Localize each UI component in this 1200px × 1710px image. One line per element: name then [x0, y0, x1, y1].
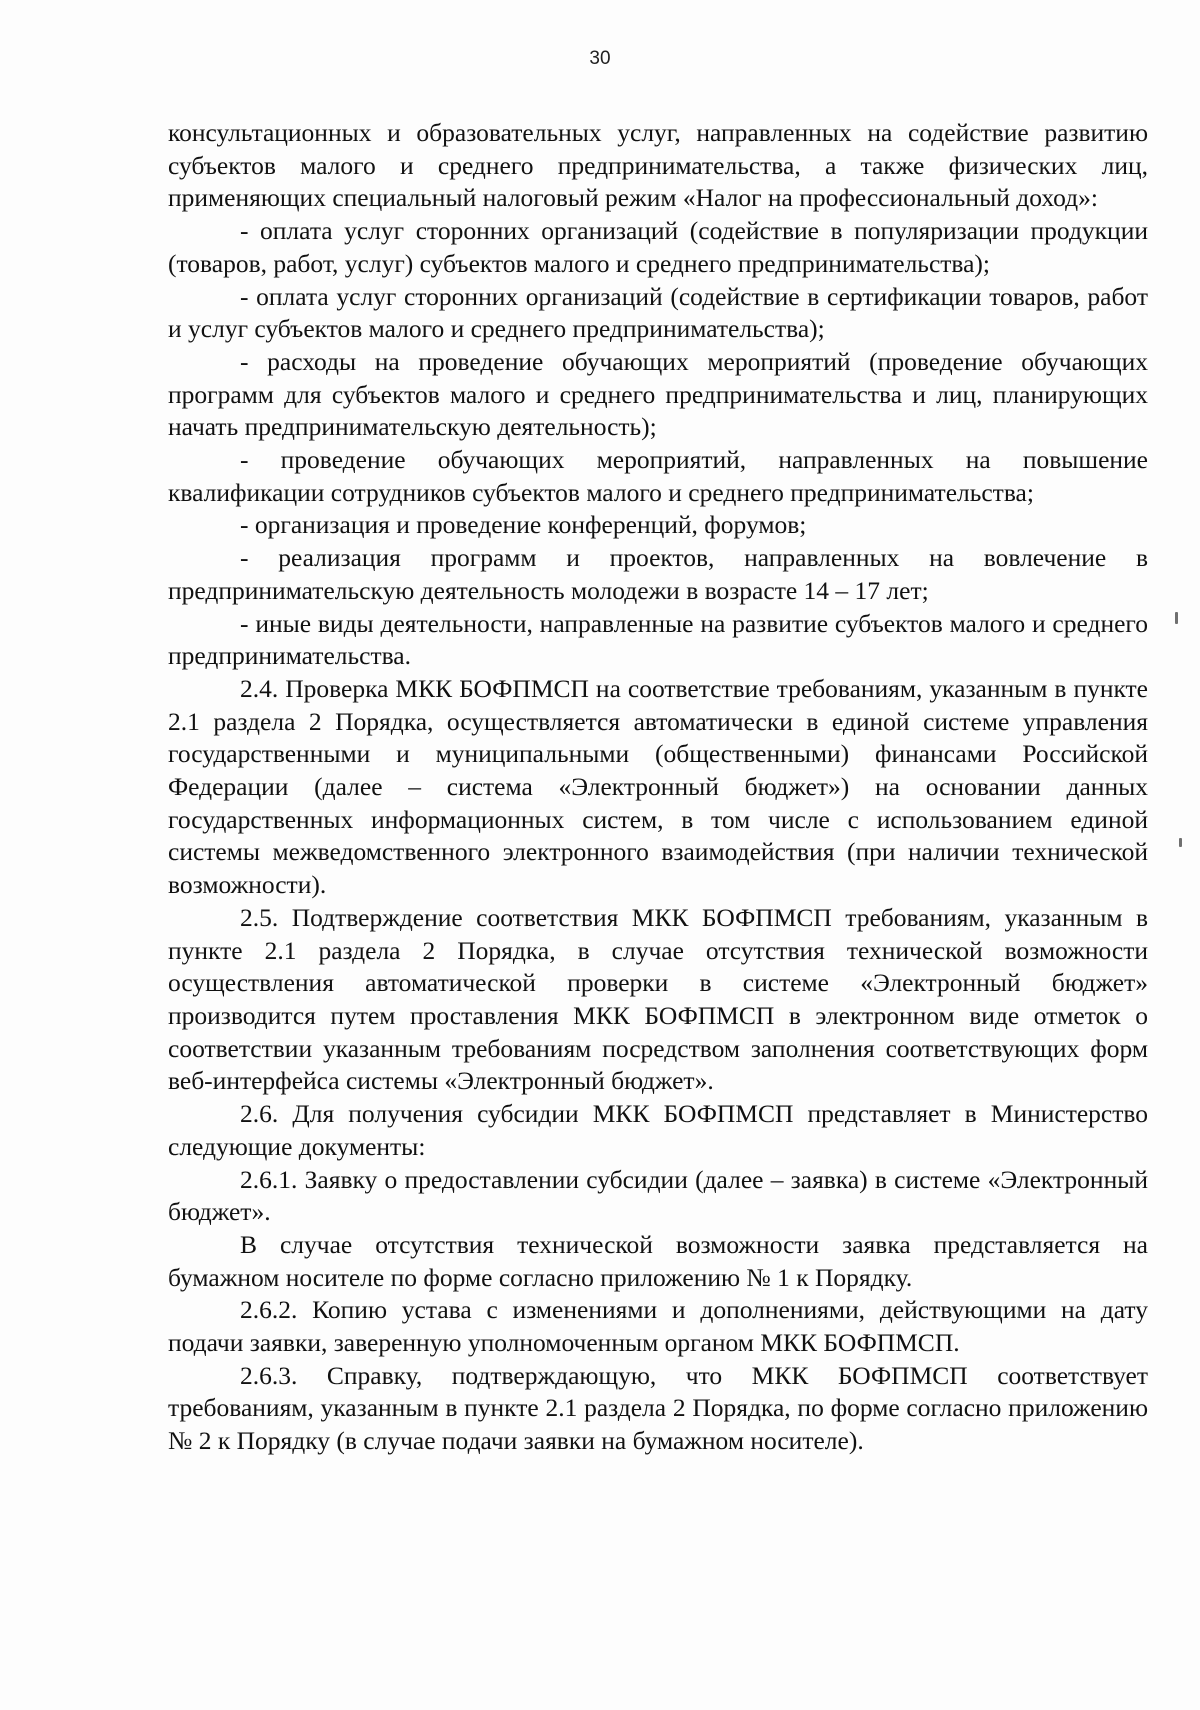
list-item-youth-programs: - реализация программ и проектов, направленных на вовлечение в предпринимательскую деятельность молодежи в возрасте 14 – 17 лет;	[168, 543, 1148, 605]
clause-2-5: 2.5. Подтверждение соответствия МКК БОФПМСП требованиям, указанным в пункте 2.1 раздела 2 Порядка, в случае отсутствия технической возможности осуществления автоматической проверки в системе «Электронный бюджет» производится путем проставления МКК БОФПМСП в электронном виде отметок о соответствии указанным требованиям посредством заполнения соответствующих форм веб-интерфейса системы «Электронный бюджет».	[168, 902, 1148, 1096]
clause-2-6-3: 2.6.3. Справку, подтверждающую, что МКК БОФПМСП соответствует требованиям, указанным в пункте 2.1 раздела 2 Порядка, по форме согласно приложению № 2 к Порядку (в случае подачи заявки на бумажном носителе).	[168, 1360, 1148, 1456]
clause-2-6-2: 2.6.2. Копию устава с изменениями и дополнениями, действующими на дату подачи заявки, заверенную уполномоченным органом МКК БОФПМСП.	[168, 1295, 1148, 1358]
clause-2-6-1-note: В случае отсутствия технической возможности заявка представляется на бумажном носителе по форме согласно приложению № 1 к Порядку.	[168, 1229, 1148, 1292]
paragraph-continuation: консультационных и образовательных услуг, направленных на содействие развитию субъектов малого и среднего предпринимательства, а также физических лиц, применяющих специальный налоговый режим «Налог на профессиональный доход»:	[168, 118, 1148, 213]
document-body	[168, 117, 1148, 1458]
list-item-popularization: - оплата услуг сторонних организаций (содействие в популяризации продукции (товаров, работ, услуг) субъектов малого и среднего предпринимательства);	[168, 216, 1148, 278]
list-item-qualification: - проведение обучающих мероприятий, направленных на повышение квалификации сотрудников субъектов малого и среднего предпринимательства;	[168, 445, 1148, 507]
clause-2-4: 2.4. Проверка МКК БОФПМСП на соответствие требованиям, указанным в пункте 2.1 раздела 2 Порядка, осуществляется автоматически в единой системе управления государственными и муниципальными (общественными) финансами Российской Федерации (далее – система «Электронный бюджет») на основании данных государственных информационных систем, в том числе с использованием единой системы межведомственного электронного взаимодействия (при наличии технической возможности).	[168, 673, 1148, 900]
scan-artifact-mark	[1179, 838, 1182, 847]
page-number: 30	[589, 48, 611, 69]
clause-2-6-1: 2.6.1. Заявку о предоставлении субсидии (далее – заявка) в системе «Электронный бюджет».	[168, 1164, 1148, 1227]
list-item-other-activities: - иные виды деятельности, направленные на развитие субъектов малого и среднего предпринимательства.	[168, 608, 1148, 671]
list-item-conferences: - организация и проведение конференций, форумов;	[240, 510, 807, 540]
list-item-training-expenses: - расходы на проведение обучающих мероприятий (проведение обучающих программ для субъектов малого и среднего предпринимательства и лиц, планирующих начать предпринимательскую деятельность);	[168, 346, 1148, 442]
clause-2-6: 2.6. Для получения субсидии МКК БОФПМСП представляет в Министерство следующие документы:	[168, 1099, 1148, 1161]
list-item-certification: - оплата услуг сторонних организаций (содействие в сертификации товаров, работ и услуг субъектов малого и среднего предпринимательства);	[168, 281, 1148, 344]
scan-artifact-mark	[1175, 612, 1178, 624]
